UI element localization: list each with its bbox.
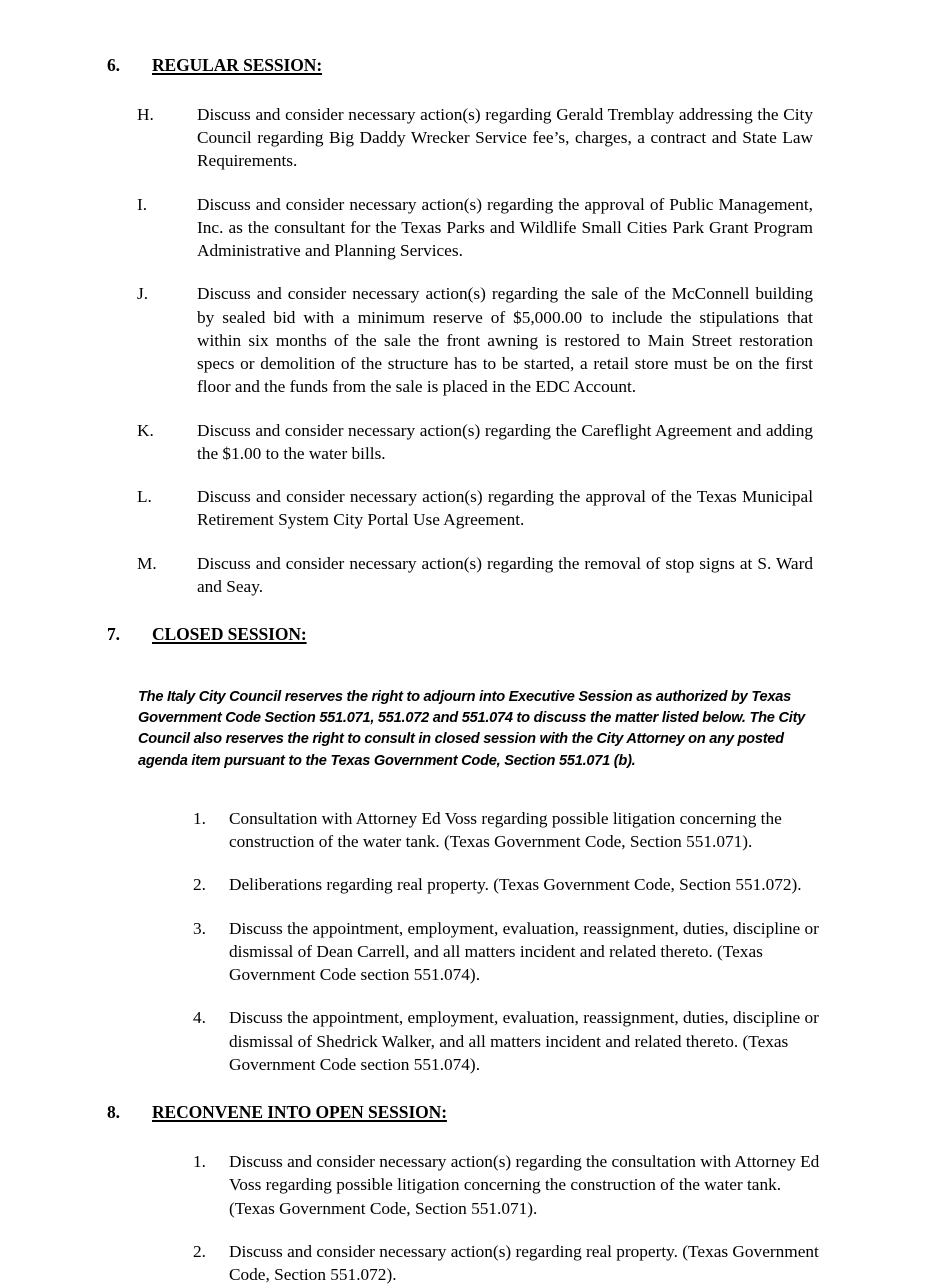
spacer [107,399,813,419]
list-item-marker: 2. [193,875,206,895]
spacer [107,598,813,624]
agenda-item-marker: K. [137,420,154,440]
list-item-text: Discuss the appointment, employment, evaluation, reassignment, duties, discipline or dismissal of Shedrick Walker, and all matters incident and related thereto. (Texas Government Code section 551.074). [229,1008,819,1074]
agenda-item-text: Discuss and consider necessary action(s) regarding the approval of Public Management, Inc. as the consultant for the Texas Parks and Wildlife Small Cities Park Grant Program Administrative and Planning Services. [197,194,813,261]
section-number: 6. [107,55,120,75]
agenda-item-text: Discuss and consider necessary action(s) regarding the approval of the Texas Municipal Retirement System City Portal Use Agreement. [197,487,813,530]
list-item-text: Discuss and consider necessary action(s) regarding real property. (Texas Government Code, Section 551.072). [229,1241,819,1285]
agenda-item-l [137,485,813,532]
closed-session-item-3 [193,917,821,987]
section-heading-regular-session [107,55,813,77]
spacer [107,787,813,807]
agenda-item-k [137,419,813,466]
list-item-marker: 2. [193,1241,206,1261]
list-item-marker: 4. [193,1008,206,1028]
list-item-marker: 1. [193,808,206,828]
spacer [107,532,813,552]
agenda-item-text: Discuss and consider necessary action(s) regarding the sale of the McConnell building by sealed bid with a minimum reserve of $5,000.00 to include the stipulations that within six months of the sale the front awning is restored to Main Street restoration specs or demolition of the structure has to be started, a retail store must be on the first floor and the funds from the sale is placed in the EDC Account. [197,284,813,397]
spacer [107,646,813,672]
spacer [107,1220,813,1240]
agenda-item-marker: M. [137,553,157,573]
section-title: RECONVENE INTO OPEN SESSION: [152,1102,447,1123]
list-item-marker: 3. [193,918,206,938]
closed-session-item-4 [193,1006,821,1076]
section-heading-closed-session [107,624,813,646]
section-heading-reconvene-open-session [107,1102,813,1124]
agenda-item-text: Discuss and consider necessary action(s) regarding the Careflight Agreement and adding the $1.00 to the water bills. [197,420,813,463]
list-item-text: Deliberations regarding real property. (Texas Government Code, Section 551.072). [229,875,802,895]
open-session-item-2 [193,1240,821,1286]
section-number: 7. [107,624,120,645]
closed-session-notice: The Italy City Council reserves the right to adjourn into Executive Session as authorized by Texas Government Code Section 551.071, 551.072 and 551.074 to discuss the matter listed below. The City Council also reserves the right to consult in closed session with the City Attorney on any posted agenda item pursuant to the Texas Government Code, Section 551.071 (b). [138,688,806,769]
closed-session-item-1 [193,807,821,854]
agenda-item-marker: L. [137,487,152,507]
list-item-text: Discuss and consider necessary action(s) regarding the consultation with Attorney Ed Voss regarding possible litigation concerning the construction of the water tank. (Texas Government Code, Section 551.071). [229,1152,820,1218]
spacer [107,262,813,282]
agenda-item-text: Discuss and consider necessary action(s) regarding the removal of stop signs at S. Ward and Seay. [197,553,813,596]
list-item-text: Consultation with Attorney Ed Voss regarding possible litigation concerning the construction of the water tank. (Texas Government Code, Section 551.071). [229,808,782,852]
agenda-item-marker: I. [137,194,148,214]
list-item-text: Discuss the appointment, employment, evaluation, reassignment, duties, discipline or dismissal of Dean Carrell, and all matters incident and related thereto. (Texas Government Code section 551.074). [229,918,819,985]
spacer [107,77,813,103]
spacer [107,853,813,873]
spacer [107,465,813,485]
spacer [107,897,813,917]
section-title: REGULAR SESSION: [152,55,323,75]
spacer [107,1076,813,1102]
list-item-marker: 1. [193,1152,206,1172]
agenda-item-j [137,282,813,398]
agenda-item-text: Discuss and consider necessary action(s) regarding Gerald Tremblay addressing the City Council regarding Big Daddy Wrecker Service fee’s, charges, a contract and State Law Requirements. [197,104,813,171]
spacer [107,986,813,1006]
section-number: 8. [107,1102,120,1123]
open-session-item-1 [193,1150,821,1220]
spacer [107,1124,813,1150]
agenda-item-marker: J. [137,284,149,304]
spacer [107,173,813,193]
agenda-item-i [137,193,813,263]
closed-session-item-2 [193,873,821,896]
agenda-item-m [137,552,813,599]
section-title: CLOSED SESSION: [152,624,307,645]
agenda-item-marker: H. [137,104,154,124]
document-content [107,55,820,1286]
agenda-item-h [137,103,813,173]
